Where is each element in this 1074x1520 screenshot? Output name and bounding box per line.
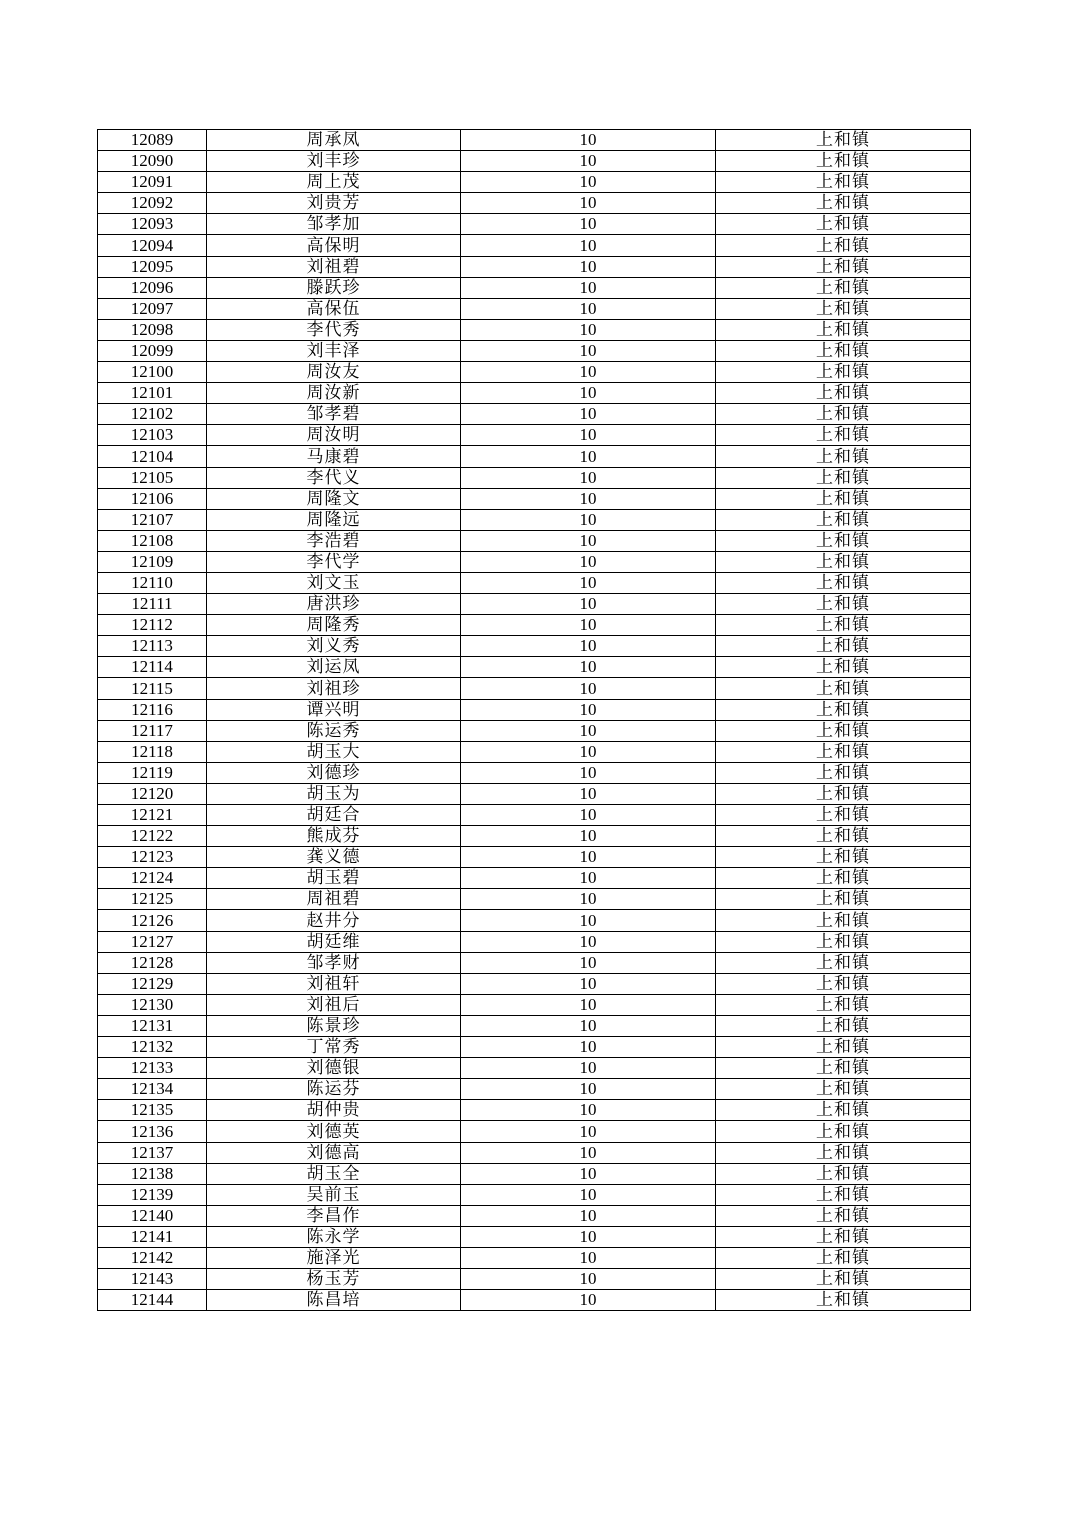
- amount-cell: 10: [461, 130, 716, 151]
- serial-number-cell: 12096: [98, 277, 207, 298]
- amount-cell: 10: [461, 572, 716, 593]
- town-cell: 上和镇: [716, 1079, 971, 1100]
- serial-number-cell: 12138: [98, 1163, 207, 1184]
- table-row: [98, 530, 971, 551]
- town-cell: 上和镇: [716, 741, 971, 762]
- amount-cell: 10: [461, 1121, 716, 1142]
- town-cell: 上和镇: [716, 952, 971, 973]
- serial-number-cell: 12090: [98, 151, 207, 172]
- town-cell: 上和镇: [716, 931, 971, 952]
- name-cell: 刘祖轩: [207, 973, 461, 994]
- serial-number-cell: 12089: [98, 130, 207, 151]
- amount-cell: 10: [461, 1142, 716, 1163]
- town-cell: 上和镇: [716, 594, 971, 615]
- table-row: [98, 783, 971, 804]
- town-cell: 上和镇: [716, 678, 971, 699]
- amount-cell: 10: [461, 1100, 716, 1121]
- name-cell: 胡玉碧: [207, 868, 461, 889]
- amount-cell: 10: [461, 910, 716, 931]
- town-cell: 上和镇: [716, 615, 971, 636]
- table-row: [98, 572, 971, 593]
- table-row: [98, 256, 971, 277]
- table-row: [98, 151, 971, 172]
- amount-cell: 10: [461, 889, 716, 910]
- amount-cell: 10: [461, 467, 716, 488]
- serial-number-cell: 12131: [98, 1015, 207, 1036]
- table-row: [98, 1037, 971, 1058]
- amount-cell: 10: [461, 1184, 716, 1205]
- town-cell: 上和镇: [716, 699, 971, 720]
- table-row: [98, 1015, 971, 1036]
- town-cell: 上和镇: [716, 235, 971, 256]
- amount-cell: 10: [461, 425, 716, 446]
- name-cell: 陈运秀: [207, 720, 461, 741]
- table-row: [98, 551, 971, 572]
- name-cell: 刘德英: [207, 1121, 461, 1142]
- table-row: [98, 1269, 971, 1290]
- table-row: [98, 1226, 971, 1247]
- amount-cell: 10: [461, 994, 716, 1015]
- amount-cell: 10: [461, 404, 716, 425]
- amount-cell: 10: [461, 340, 716, 361]
- serial-number-cell: 12122: [98, 826, 207, 847]
- table-row: [98, 847, 971, 868]
- serial-number-cell: 12133: [98, 1058, 207, 1079]
- town-cell: 上和镇: [716, 1205, 971, 1226]
- table-row: [98, 362, 971, 383]
- table-row: [98, 383, 971, 404]
- serial-number-cell: 12100: [98, 362, 207, 383]
- town-cell: 上和镇: [716, 1121, 971, 1142]
- name-cell: 邹孝碧: [207, 404, 461, 425]
- amount-cell: 10: [461, 657, 716, 678]
- table-row: [98, 1058, 971, 1079]
- town-cell: 上和镇: [716, 762, 971, 783]
- name-cell: 刘丰泽: [207, 340, 461, 361]
- serial-number-cell: 12111: [98, 594, 207, 615]
- town-cell: 上和镇: [716, 973, 971, 994]
- amount-cell: 10: [461, 1247, 716, 1268]
- amount-cell: 10: [461, 594, 716, 615]
- serial-number-cell: 12135: [98, 1100, 207, 1121]
- table-row: [98, 1163, 971, 1184]
- name-cell: 刘祖珍: [207, 678, 461, 699]
- table-row: [98, 826, 971, 847]
- serial-number-cell: 12093: [98, 214, 207, 235]
- amount-cell: 10: [461, 509, 716, 530]
- town-cell: 上和镇: [716, 551, 971, 572]
- table-row: [98, 130, 971, 151]
- town-cell: 上和镇: [716, 657, 971, 678]
- town-cell: 上和镇: [716, 1184, 971, 1205]
- serial-number-cell: 12116: [98, 699, 207, 720]
- table-row: [98, 298, 971, 319]
- table-row: [98, 404, 971, 425]
- town-cell: 上和镇: [716, 509, 971, 530]
- amount-cell: 10: [461, 277, 716, 298]
- town-cell: 上和镇: [716, 1142, 971, 1163]
- name-cell: 赵井分: [207, 910, 461, 931]
- name-cell: 唐洪珍: [207, 594, 461, 615]
- table-row: [98, 805, 971, 826]
- serial-number-cell: 12105: [98, 467, 207, 488]
- table-row: [98, 488, 971, 509]
- serial-number-cell: 12119: [98, 762, 207, 783]
- table-row: [98, 1290, 971, 1311]
- amount-cell: 10: [461, 214, 716, 235]
- amount-cell: 10: [461, 762, 716, 783]
- amount-cell: 10: [461, 172, 716, 193]
- name-cell: 陈景珍: [207, 1015, 461, 1036]
- town-cell: 上和镇: [716, 172, 971, 193]
- name-cell: 胡廷合: [207, 805, 461, 826]
- serial-number-cell: 12121: [98, 805, 207, 826]
- town-cell: 上和镇: [716, 130, 971, 151]
- name-cell: 刘德珍: [207, 762, 461, 783]
- amount-cell: 10: [461, 235, 716, 256]
- town-cell: 上和镇: [716, 1058, 971, 1079]
- name-cell: 陈运芬: [207, 1079, 461, 1100]
- table-row: [98, 1247, 971, 1268]
- amount-cell: 10: [461, 973, 716, 994]
- amount-cell: 10: [461, 931, 716, 952]
- amount-cell: 10: [461, 1058, 716, 1079]
- serial-number-cell: 12110: [98, 572, 207, 593]
- amount-cell: 10: [461, 1205, 716, 1226]
- serial-number-cell: 12144: [98, 1290, 207, 1311]
- serial-number-cell: 12139: [98, 1184, 207, 1205]
- name-cell: 刘文玉: [207, 572, 461, 593]
- table-row: [98, 277, 971, 298]
- table-row: [98, 615, 971, 636]
- town-cell: 上和镇: [716, 362, 971, 383]
- table-row: [98, 319, 971, 340]
- town-cell: 上和镇: [716, 298, 971, 319]
- serial-number-cell: 12134: [98, 1079, 207, 1100]
- serial-number-cell: 12104: [98, 446, 207, 467]
- serial-number-cell: 12112: [98, 615, 207, 636]
- town-cell: 上和镇: [716, 214, 971, 235]
- table-row: [98, 678, 971, 699]
- table-row: [98, 1100, 971, 1121]
- amount-cell: 10: [461, 636, 716, 657]
- name-cell: 李代秀: [207, 319, 461, 340]
- table-row: [98, 425, 971, 446]
- town-cell: 上和镇: [716, 530, 971, 551]
- serial-number-cell: 12143: [98, 1269, 207, 1290]
- serial-number-cell: 12124: [98, 868, 207, 889]
- amount-cell: 10: [461, 699, 716, 720]
- amount-cell: 10: [461, 1079, 716, 1100]
- town-cell: 上和镇: [716, 1226, 971, 1247]
- name-cell: 周上茂: [207, 172, 461, 193]
- table-row: [98, 172, 971, 193]
- name-cell: 周承凤: [207, 130, 461, 151]
- table-row: [98, 994, 971, 1015]
- amount-cell: 10: [461, 362, 716, 383]
- town-cell: 上和镇: [716, 277, 971, 298]
- town-cell: 上和镇: [716, 340, 971, 361]
- table-row: [98, 1205, 971, 1226]
- name-cell: 胡玉为: [207, 783, 461, 804]
- name-cell: 李代义: [207, 467, 461, 488]
- name-cell: 滕跃珍: [207, 277, 461, 298]
- name-cell: 李浩碧: [207, 530, 461, 551]
- name-cell: 高保伍: [207, 298, 461, 319]
- town-cell: 上和镇: [716, 446, 971, 467]
- name-cell: 周汝明: [207, 425, 461, 446]
- serial-number-cell: 12123: [98, 847, 207, 868]
- town-cell: 上和镇: [716, 1247, 971, 1268]
- name-cell: 刘义秀: [207, 636, 461, 657]
- name-cell: 高保明: [207, 235, 461, 256]
- table-row: [98, 952, 971, 973]
- table-row: [98, 973, 971, 994]
- serial-number-cell: 12125: [98, 889, 207, 910]
- table-row: [98, 193, 971, 214]
- serial-number-cell: 12136: [98, 1121, 207, 1142]
- town-cell: 上和镇: [716, 1290, 971, 1311]
- amount-cell: 10: [461, 868, 716, 889]
- name-cell: 陈昌培: [207, 1290, 461, 1311]
- amount-cell: 10: [461, 298, 716, 319]
- town-cell: 上和镇: [716, 805, 971, 826]
- serial-number-cell: 12130: [98, 994, 207, 1015]
- serial-number-cell: 12126: [98, 910, 207, 931]
- name-cell: 李昌作: [207, 1205, 461, 1226]
- name-cell: 刘德银: [207, 1058, 461, 1079]
- roster-table-body: [98, 130, 971, 1311]
- table-row: [98, 868, 971, 889]
- amount-cell: 10: [461, 256, 716, 277]
- amount-cell: 10: [461, 678, 716, 699]
- serial-number-cell: 12102: [98, 404, 207, 425]
- serial-number-cell: 12109: [98, 551, 207, 572]
- name-cell: 刘德高: [207, 1142, 461, 1163]
- table-row: [98, 889, 971, 910]
- table-row: [98, 720, 971, 741]
- serial-number-cell: 12117: [98, 720, 207, 741]
- table-row: [98, 762, 971, 783]
- serial-number-cell: 12140: [98, 1205, 207, 1226]
- table-row: [98, 446, 971, 467]
- name-cell: 周汝友: [207, 362, 461, 383]
- amount-cell: 10: [461, 847, 716, 868]
- town-cell: 上和镇: [716, 994, 971, 1015]
- town-cell: 上和镇: [716, 425, 971, 446]
- name-cell: 施泽光: [207, 1247, 461, 1268]
- name-cell: 刘祖后: [207, 994, 461, 1015]
- serial-number-cell: 12129: [98, 973, 207, 994]
- name-cell: 刘祖碧: [207, 256, 461, 277]
- table-row: [98, 910, 971, 931]
- table-row: [98, 594, 971, 615]
- serial-number-cell: 12141: [98, 1226, 207, 1247]
- serial-number-cell: 12142: [98, 1247, 207, 1268]
- amount-cell: 10: [461, 741, 716, 762]
- serial-number-cell: 12128: [98, 952, 207, 973]
- roster-table: [97, 129, 971, 1311]
- serial-number-cell: 12114: [98, 657, 207, 678]
- name-cell: 周汝新: [207, 383, 461, 404]
- table-row: [98, 931, 971, 952]
- town-cell: 上和镇: [716, 783, 971, 804]
- town-cell: 上和镇: [716, 572, 971, 593]
- name-cell: 李代学: [207, 551, 461, 572]
- amount-cell: 10: [461, 488, 716, 509]
- serial-number-cell: 12113: [98, 636, 207, 657]
- name-cell: 胡仲贵: [207, 1100, 461, 1121]
- town-cell: 上和镇: [716, 319, 971, 340]
- name-cell: 胡廷维: [207, 931, 461, 952]
- town-cell: 上和镇: [716, 1037, 971, 1058]
- name-cell: 谭兴明: [207, 699, 461, 720]
- name-cell: 刘贵芳: [207, 193, 461, 214]
- serial-number-cell: 12099: [98, 340, 207, 361]
- table-row: [98, 509, 971, 530]
- serial-number-cell: 12094: [98, 235, 207, 256]
- amount-cell: 10: [461, 1015, 716, 1036]
- name-cell: 杨玉芳: [207, 1269, 461, 1290]
- town-cell: 上和镇: [716, 1163, 971, 1184]
- serial-number-cell: 12107: [98, 509, 207, 530]
- town-cell: 上和镇: [716, 889, 971, 910]
- serial-number-cell: 12118: [98, 741, 207, 762]
- name-cell: 陈永学: [207, 1226, 461, 1247]
- town-cell: 上和镇: [716, 488, 971, 509]
- amount-cell: 10: [461, 783, 716, 804]
- town-cell: 上和镇: [716, 1015, 971, 1036]
- serial-number-cell: 12127: [98, 931, 207, 952]
- town-cell: 上和镇: [716, 720, 971, 741]
- amount-cell: 10: [461, 615, 716, 636]
- table-row: [98, 657, 971, 678]
- serial-number-cell: 12092: [98, 193, 207, 214]
- table-row: [98, 636, 971, 657]
- table-row: [98, 214, 971, 235]
- serial-number-cell: 12108: [98, 530, 207, 551]
- amount-cell: 10: [461, 1290, 716, 1311]
- amount-cell: 10: [461, 446, 716, 467]
- table-row: [98, 699, 971, 720]
- amount-cell: 10: [461, 193, 716, 214]
- serial-number-cell: 12106: [98, 488, 207, 509]
- amount-cell: 10: [461, 1037, 716, 1058]
- name-cell: 周隆秀: [207, 615, 461, 636]
- amount-cell: 10: [461, 952, 716, 973]
- town-cell: 上和镇: [716, 847, 971, 868]
- name-cell: 胡玉大: [207, 741, 461, 762]
- town-cell: 上和镇: [716, 1100, 971, 1121]
- table-row: [98, 1142, 971, 1163]
- amount-cell: 10: [461, 1163, 716, 1184]
- amount-cell: 10: [461, 530, 716, 551]
- name-cell: 周祖碧: [207, 889, 461, 910]
- amount-cell: 10: [461, 1269, 716, 1290]
- serial-number-cell: 12115: [98, 678, 207, 699]
- town-cell: 上和镇: [716, 868, 971, 889]
- name-cell: 邹孝加: [207, 214, 461, 235]
- town-cell: 上和镇: [716, 383, 971, 404]
- table-row: [98, 467, 971, 488]
- name-cell: 刘运凤: [207, 657, 461, 678]
- serial-number-cell: 12137: [98, 1142, 207, 1163]
- serial-number-cell: 12098: [98, 319, 207, 340]
- name-cell: 熊成芬: [207, 826, 461, 847]
- serial-number-cell: 12091: [98, 172, 207, 193]
- serial-number-cell: 12120: [98, 783, 207, 804]
- town-cell: 上和镇: [716, 256, 971, 277]
- table-row: [98, 1184, 971, 1205]
- table-row: [98, 1121, 971, 1142]
- amount-cell: 10: [461, 826, 716, 847]
- name-cell: 周隆文: [207, 488, 461, 509]
- town-cell: 上和镇: [716, 636, 971, 657]
- town-cell: 上和镇: [716, 151, 971, 172]
- name-cell: 龚义德: [207, 847, 461, 868]
- town-cell: 上和镇: [716, 467, 971, 488]
- table-row: [98, 1079, 971, 1100]
- amount-cell: 10: [461, 1226, 716, 1247]
- serial-number-cell: 12095: [98, 256, 207, 277]
- name-cell: 刘丰珍: [207, 151, 461, 172]
- amount-cell: 10: [461, 319, 716, 340]
- name-cell: 马康碧: [207, 446, 461, 467]
- town-cell: 上和镇: [716, 404, 971, 425]
- town-cell: 上和镇: [716, 910, 971, 931]
- town-cell: 上和镇: [716, 826, 971, 847]
- name-cell: 吴前玉: [207, 1184, 461, 1205]
- amount-cell: 10: [461, 151, 716, 172]
- name-cell: 丁常秀: [207, 1037, 461, 1058]
- serial-number-cell: 12132: [98, 1037, 207, 1058]
- name-cell: 周隆远: [207, 509, 461, 530]
- serial-number-cell: 12097: [98, 298, 207, 319]
- town-cell: 上和镇: [716, 193, 971, 214]
- table-row: [98, 741, 971, 762]
- serial-number-cell: 12101: [98, 383, 207, 404]
- table-row: [98, 340, 971, 361]
- table-row: [98, 235, 971, 256]
- amount-cell: 10: [461, 551, 716, 572]
- serial-number-cell: 12103: [98, 425, 207, 446]
- town-cell: 上和镇: [716, 1269, 971, 1290]
- name-cell: 邹孝财: [207, 952, 461, 973]
- amount-cell: 10: [461, 805, 716, 826]
- name-cell: 胡玉全: [207, 1163, 461, 1184]
- amount-cell: 10: [461, 383, 716, 404]
- amount-cell: 10: [461, 720, 716, 741]
